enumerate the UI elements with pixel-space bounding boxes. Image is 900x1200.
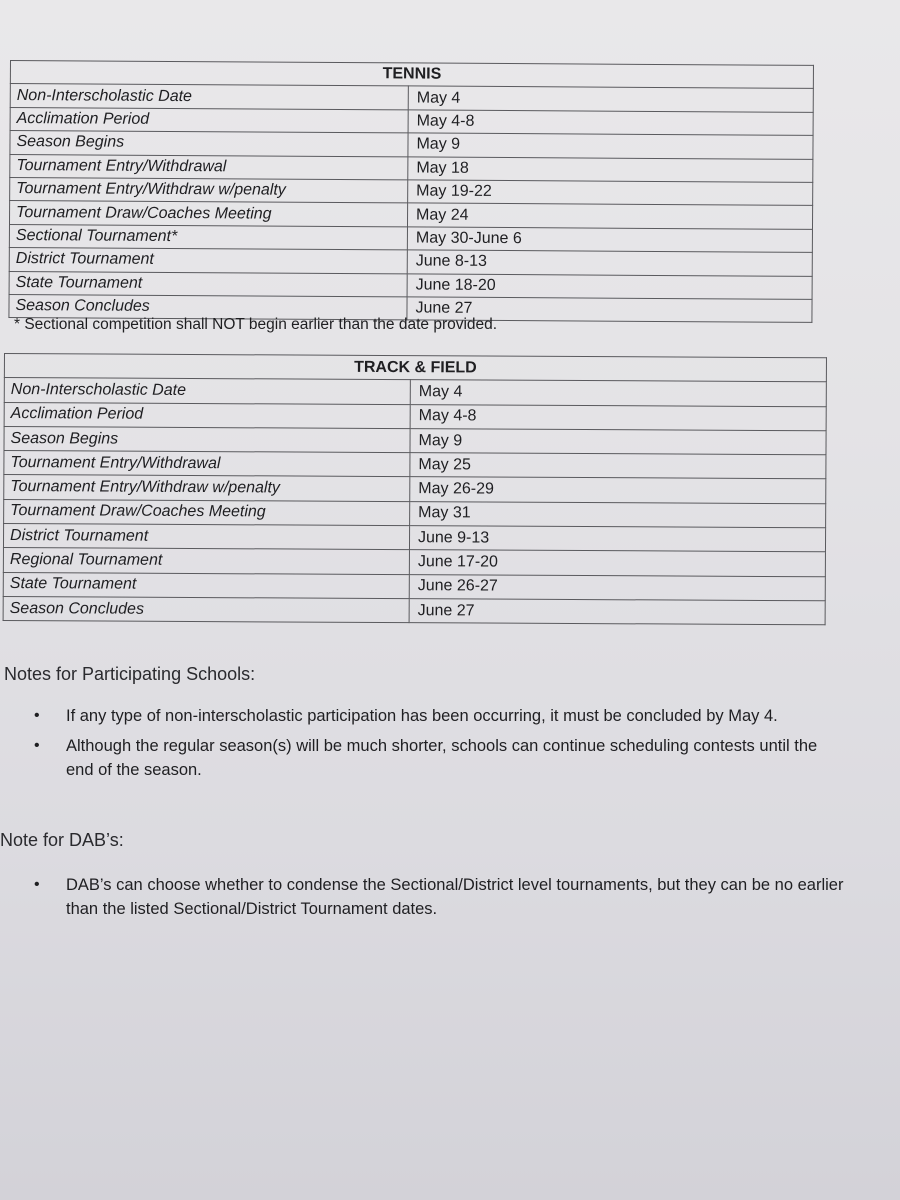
event-cell: Season Concludes [3,596,409,622]
date-cell: May 4 [410,380,826,406]
tennis-table-title: TENNIS [10,61,813,89]
list-item-text: Although the regular season(s) will be much shorter, schools can continue scheduling contests until the end of the season. [66,737,818,779]
tennis-schedule-table [8,60,814,323]
event-cell: State Tournament [3,572,409,598]
date-cell: May 4-8 [410,404,826,430]
bullet-icon: • [34,876,40,893]
notes-dab-heading: Note for DAB’s: [0,830,124,850]
date-cell: June 18-20 [407,273,812,299]
event-cell: Tournament Entry/Withdrawal [4,451,410,477]
date-cell: June 8-13 [407,250,812,276]
date-cell: May 9 [408,133,813,159]
event-cell: Regional Tournament [3,548,409,574]
notes-dab-list [34,873,844,927]
event-cell: Tournament Entry/Withdraw w/penalty [10,177,408,203]
bullet-icon: • [34,737,40,754]
event-cell: Tournament Entry/Withdrawal [10,154,408,180]
event-cell: Non-Interscholastic Date [4,378,410,404]
bullet-icon: • [34,707,40,724]
list-item [34,734,844,782]
list-item [34,704,844,728]
event-cell: Acclimation Period [10,107,408,133]
date-cell: May 4-8 [408,110,813,136]
event-cell: Season Begins [4,426,410,452]
event-cell: Tournament Draw/Coaches Meeting [9,201,407,227]
track-field-schedule-table [3,353,827,626]
event-cell: Acclimation Period [4,402,410,428]
date-cell: May 18 [408,156,813,182]
track-field-table-title: TRACK & FIELD [4,354,826,383]
event-cell: Tournament Entry/Withdraw w/penalty [4,475,410,501]
date-cell: May 9 [410,429,826,455]
list-item-text: DAB’s can choose whether to condense the Sectional/District level tournaments, but they can be no earlier than the listed Sectional/District Tournament dates. [66,876,844,918]
table-row [3,596,825,625]
event-cell: District Tournament [3,524,409,550]
tennis-footnote: * Sectional competition shall NOT begin earlier than the date provided. [14,316,498,333]
date-cell: May 4 [408,86,813,112]
date-cell: June 27 [407,297,812,323]
event-cell: Sectional Tournament* [9,224,407,250]
list-item-text: If any type of non-interscholastic participation has been occurring, it must be concluded by May 4. [66,707,778,725]
date-cell: June 27 [409,599,825,625]
date-cell: May 19-22 [408,180,813,206]
event-cell: Season Concludes [9,294,407,320]
notes-schools-heading: Notes for Participating Schools: [4,664,256,684]
event-cell: District Tournament [9,248,407,274]
notes-schools-list [34,704,844,788]
date-cell: June 9-13 [409,526,825,552]
date-cell: May 30-June 6 [407,227,812,253]
date-cell: May 25 [410,453,826,479]
date-cell: May 26-29 [410,477,826,503]
event-cell: Tournament Draw/Coaches Meeting [4,499,410,525]
event-cell: Non-Interscholastic Date [10,84,408,110]
date-cell: June 26-27 [409,574,825,600]
event-cell: Season Begins [10,131,408,157]
date-cell: May 24 [407,203,812,229]
date-cell: June 17-20 [409,550,825,576]
list-item [34,873,844,921]
date-cell: May 31 [410,501,826,527]
event-cell: State Tournament [9,271,407,297]
